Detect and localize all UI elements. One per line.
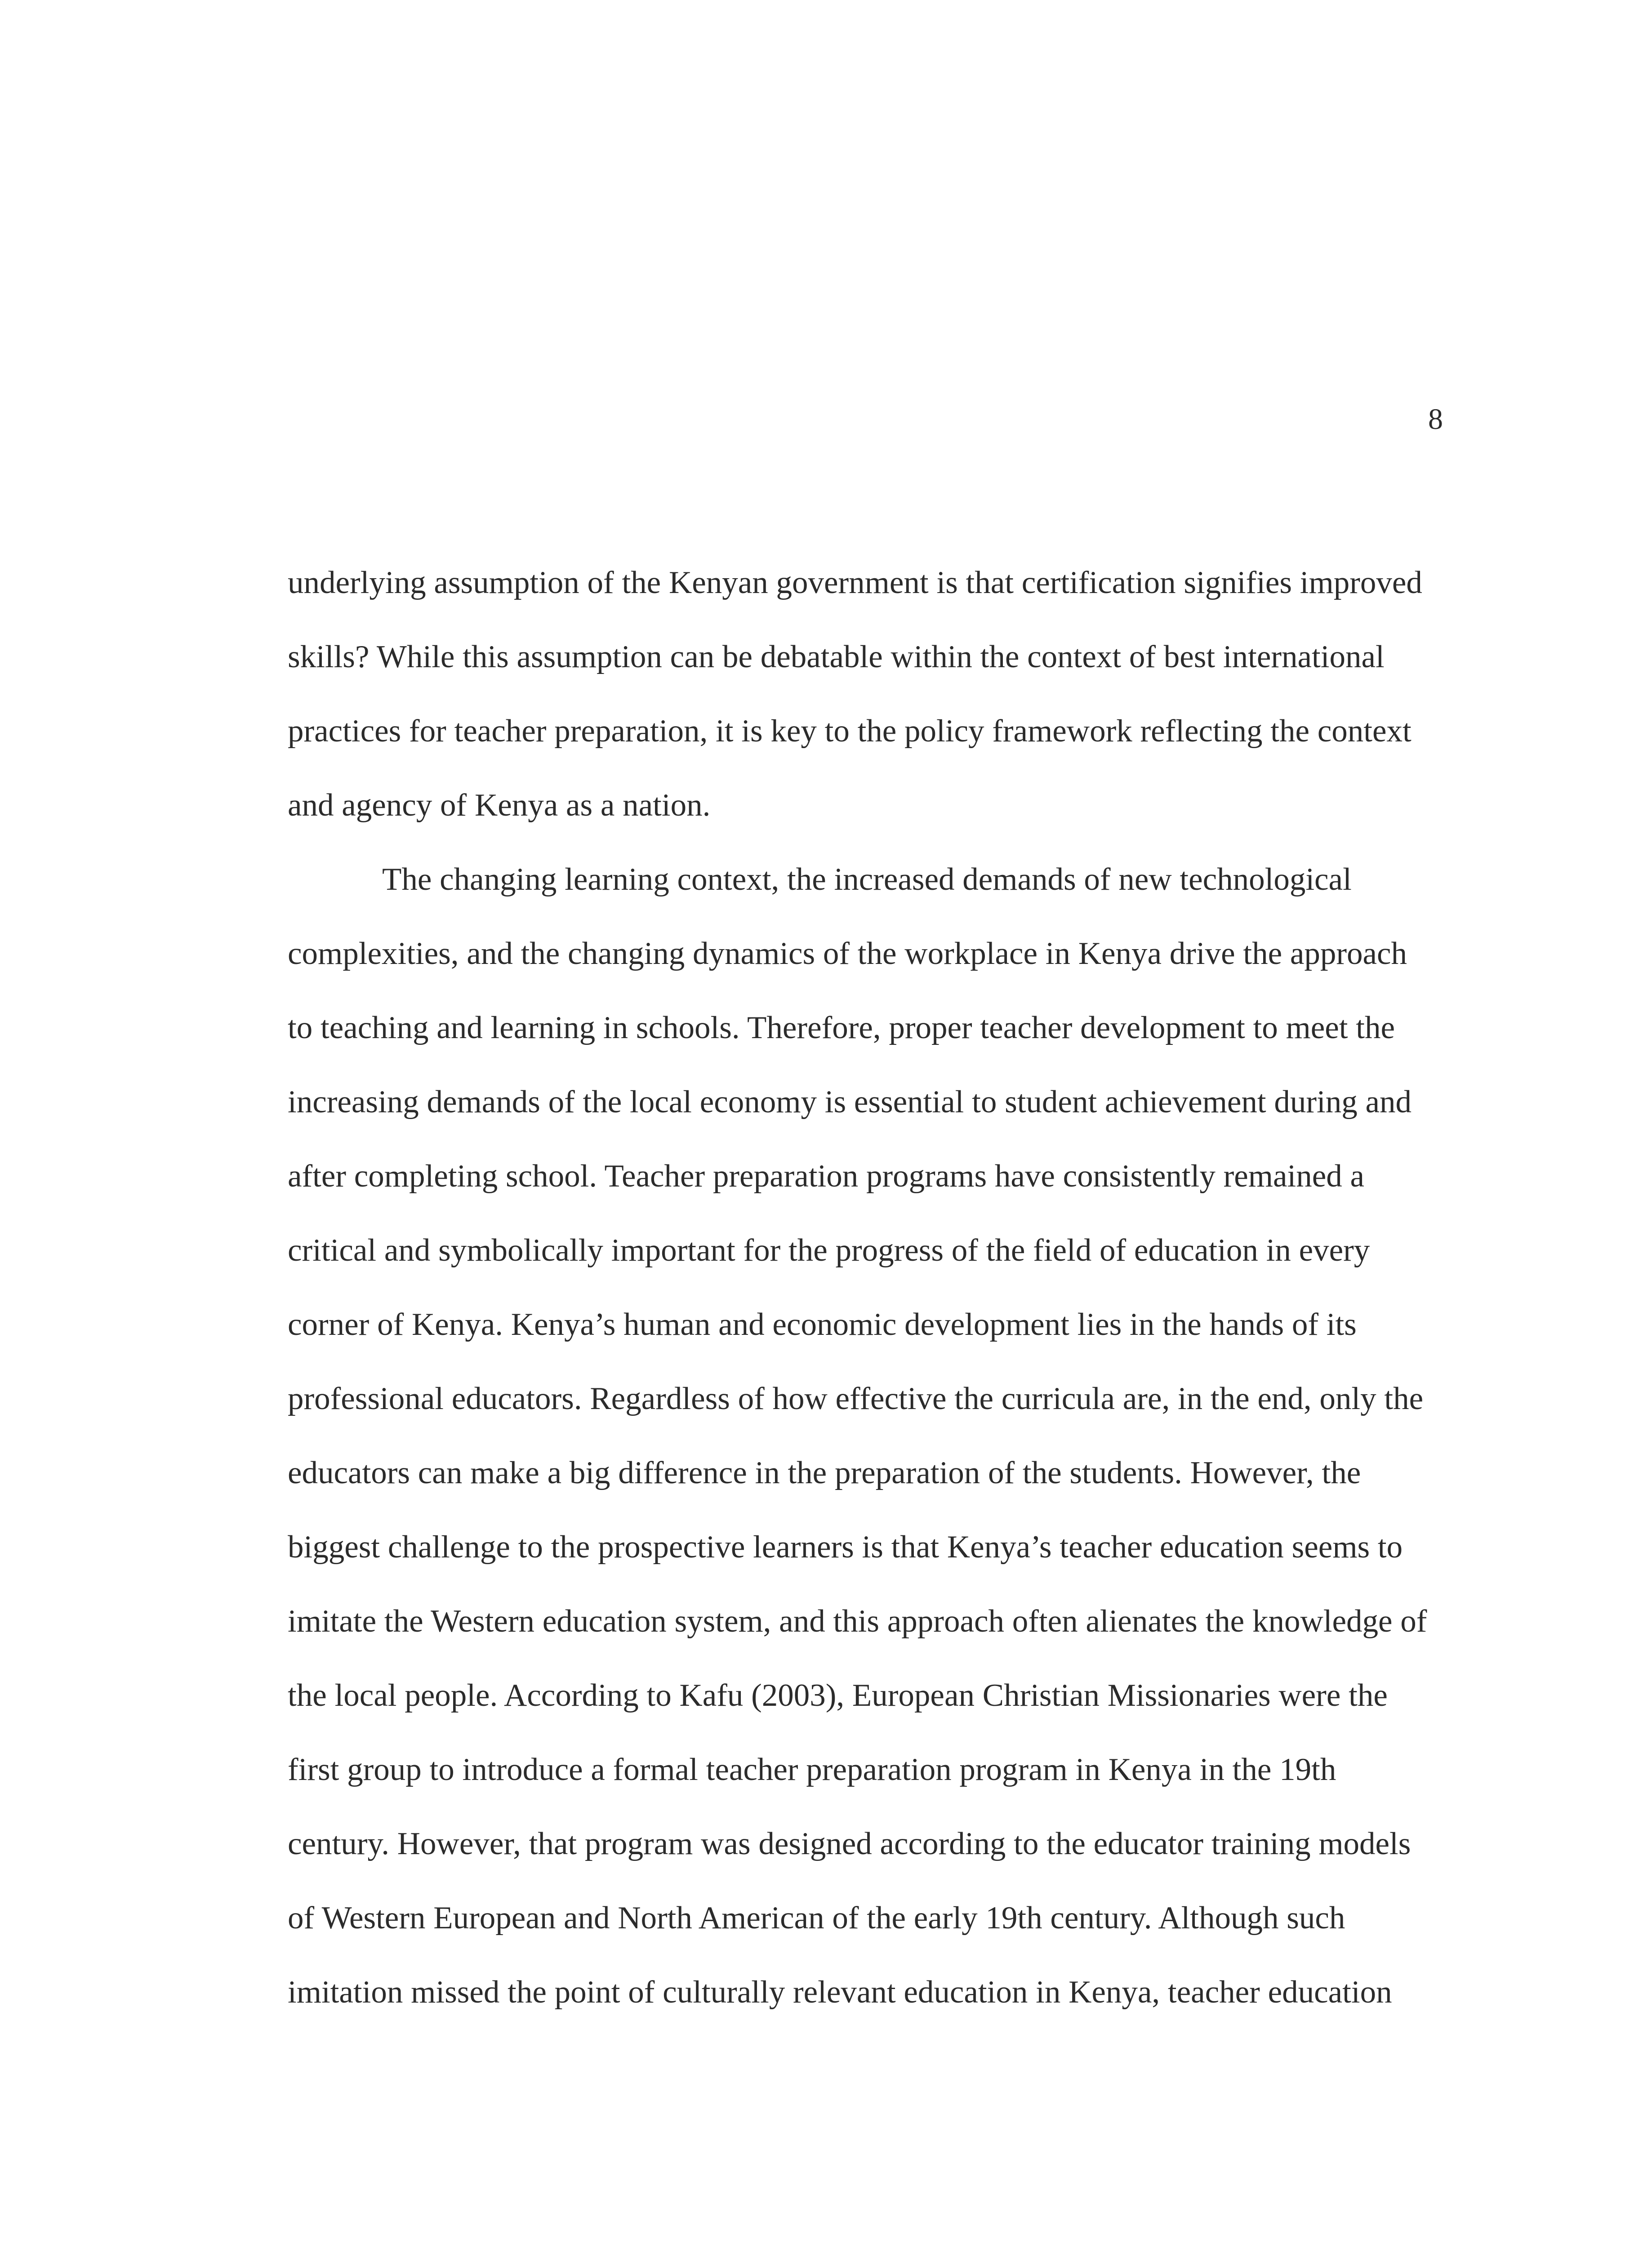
text-line: complexities, and the changing dynamics of the workplace in Kenya drive the approach: [288, 936, 1407, 971]
text-line: increasing demands of the local economy is essential to student achievement during and: [288, 1084, 1412, 1120]
paragraph-first-line: The changing learning context, the increased demands of new technological: [382, 862, 1352, 897]
text-line: century. However, that program was designed according to the educator training models: [288, 1826, 1411, 1861]
text-line: professional educators. Regardless of how effective the curricula are, in the end, only the: [288, 1381, 1424, 1416]
text-line: corner of Kenya. Kenya’s human and economic development lies in the hands of its: [288, 1307, 1357, 1342]
page-number: 8: [1428, 403, 1443, 436]
text-line: practices for teacher preparation, it is key to the policy framework reflecting the context: [288, 714, 1412, 749]
text-line: first group to introduce a formal teacher preparation program in Kenya in the 19th: [288, 1752, 1336, 1787]
body-text: [288, 546, 1438, 2029]
text-line: biggest challenge to the prospective learners is that Kenya’s teacher education seems to: [288, 1530, 1403, 1565]
text-line: educators can make a big difference in the preparation of the students. However, the: [288, 1455, 1361, 1490]
text-line: the local people. According to Kafu (2003), European Christian Missionaries were the: [288, 1678, 1388, 1713]
text-line: to teaching and learning in schools. Therefore, proper teacher development to meet the: [288, 1010, 1395, 1045]
text-line: underlying assumption of the Kenyan government is that certification signifies improved: [288, 565, 1422, 600]
text-line: after completing school. Teacher preparation programs have consistently remained a: [288, 1159, 1364, 1194]
text-line: and agency of Kenya as a nation.: [288, 788, 711, 823]
text-line: imitate the Western education system, and this approach often alienates the knowledge of: [288, 1604, 1427, 1639]
text-line: imitation missed the point of culturally relevant education in Kenya, teacher education: [288, 1975, 1392, 2010]
text-line: skills? While this assumption can be debatable within the context of best international: [288, 639, 1385, 674]
text-line: critical and symbolically important for the progress of the field of education in every: [288, 1233, 1370, 1268]
text-line: of Western European and North American of the early 19th century. Although such: [288, 1900, 1345, 1936]
